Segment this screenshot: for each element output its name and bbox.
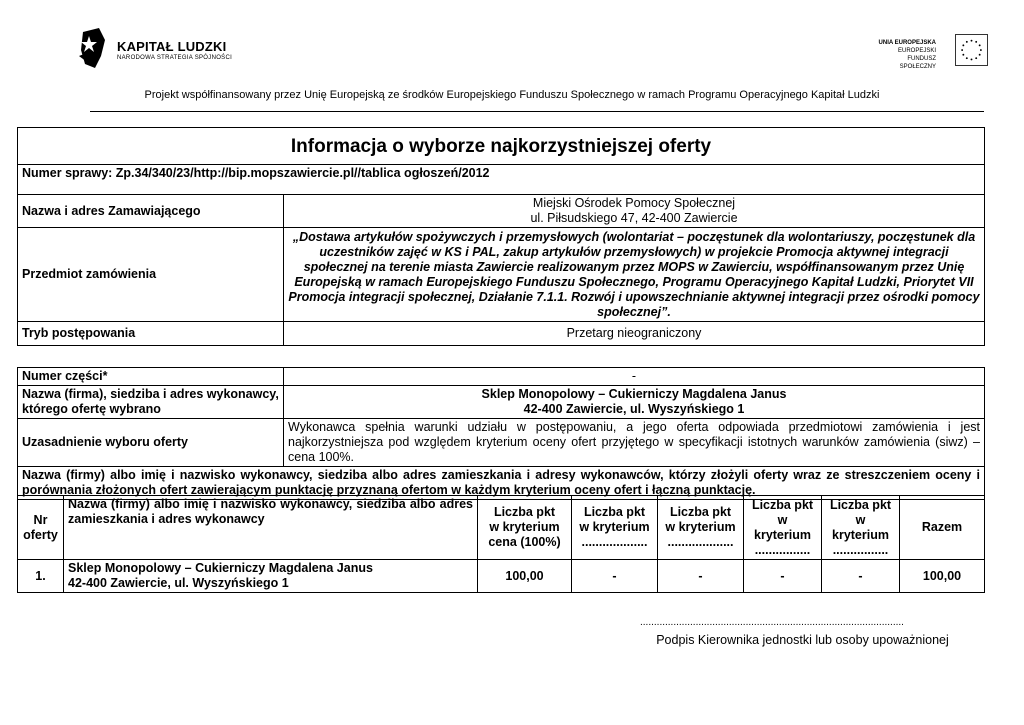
col-criterion-2-header — [572, 496, 658, 560]
c2-line2: w kryterium — [579, 520, 650, 534]
c2-line1: Liczba pkt — [583, 505, 646, 519]
eu-line-1: UNIA EUROPEJSKA — [878, 40, 936, 46]
offer-c5: - — [822, 560, 900, 593]
client-label: Nazwa i adres Zamawiającego — [18, 195, 284, 228]
subject-label: Przedmiot zamówienia — [18, 228, 284, 322]
winner-name: Sklep Monopolowy – Cukierniczy Magdalena Janus — [481, 387, 787, 401]
c5-line3: kryterium — [832, 527, 889, 542]
offers-header-row — [18, 496, 985, 560]
winner-value — [284, 386, 985, 419]
kapital-ludzki-star-icon — [75, 26, 109, 70]
c4-line2: w — [777, 512, 788, 527]
offer-address: 42-400 Zawiercie, ul. Wyszyńskiego 1 — [68, 576, 289, 590]
c1-line1: Liczba pkt — [493, 505, 556, 519]
col-criterion-4-header — [744, 496, 822, 560]
col-name-header: Nazwa (firmy) albo imię i nazwisko wykonawcy, siedziba albo adres zamieszkania i adres wykonawcy — [64, 496, 478, 560]
col-total-header: Razem — [900, 496, 985, 560]
client-name: Miejski Ośrodek Pomocy Społecznej — [532, 196, 736, 210]
offer-nr: 1. — [18, 560, 64, 593]
justification-text: Wykonawca spełnia warunki udziału w postępowaniu, a jego oferta odpowiada przedmiotowi zamówienia i jest najkorzystniejsza pod względem kryterium oceny ofert przyjętego w specyfikacji istotnych warunków zamówienia (siwz) – cena 100%. — [284, 419, 985, 467]
col-criterion-5-header — [822, 496, 900, 560]
offers-table — [17, 495, 985, 593]
c4-line4: ................ — [754, 542, 811, 557]
header-divider — [90, 111, 984, 112]
document-title: Informacja o wyborze najkorzystniejszej oferty — [18, 128, 985, 165]
c3-line2: w kryterium — [665, 520, 736, 534]
offer-total: 100,00 — [900, 560, 985, 593]
c3-line3: ................... — [667, 535, 734, 549]
kapital-ludzki-logo — [75, 26, 235, 74]
signature-line: ............................................................................................... — [640, 617, 904, 628]
eu-line-2: EUROPEJSKI — [897, 48, 936, 54]
eu-flag-icon — [955, 34, 988, 66]
offer-c2: - — [572, 560, 658, 593]
col-nr-header: Nr oferty — [18, 496, 64, 560]
part-label: Numer części* — [18, 368, 284, 386]
c5-line4: ................ — [832, 542, 889, 557]
eu-logo — [872, 34, 988, 68]
c2-line3: ................... — [581, 535, 648, 549]
c5-line2: w — [855, 512, 866, 527]
winner-address: 42-400 Zawiercie, ul. Wyszyńskiego 1 — [523, 402, 745, 416]
table-row — [18, 560, 985, 593]
info-table — [17, 127, 985, 346]
case-number: Numer sprawy: Zp.34/340/23/http://bip.mopszawiercie.pl//tablica ogłoszeń/2012 — [18, 165, 985, 195]
bidders-header: Nazwa (firmy) albo imię i nazwisko wykonawcy, siedziba albo adres zamieszkania i adresy wykonawców, którzy złożyli oferty wraz ze streszczeniem oceny i porównania złożonych ofert zawierającym punktację przyznaną ofertom w każdym kryterium oceny ofert i łączną punktację. — [18, 467, 985, 500]
mode-value: Przetarg nieograniczony — [284, 322, 985, 346]
offer-company: Sklep Monopolowy – Cukierniczy Magdalena Janus — [68, 561, 373, 575]
c4-line1: Liczba pkt — [751, 497, 814, 512]
part-value: - — [284, 368, 985, 386]
eu-line-3: FUNDUSZ SPOŁECZNY — [899, 56, 936, 70]
c1-line3: cena (100%) — [488, 535, 561, 549]
logo-title: KAPITAŁ LUDZKI — [117, 39, 227, 54]
offer-name — [64, 560, 478, 593]
signature-label: Podpis Kierownika jednostki lub osoby upoważnionej — [656, 633, 949, 647]
c1-line2: w kryterium — [489, 520, 560, 534]
mode-label: Tryb postępowania — [18, 322, 284, 346]
offer-c1: 100,00 — [478, 560, 572, 593]
eu-logo-text — [872, 39, 936, 71]
client-value — [284, 195, 985, 228]
col-criterion-3-header — [658, 496, 744, 560]
c4-line3: kryterium — [754, 527, 811, 542]
selection-table — [17, 367, 985, 500]
client-address: ul. Piłsudskiego 47, 42-400 Zawiercie — [530, 211, 738, 225]
c3-line1: Liczba pkt — [669, 505, 732, 519]
subject-text: „Dostawa artykułów spożywczych i przemysłowych (wolontariat – poczęstunek dla wolontariuszy, poczęstunek dla uczestników zajęć w KS i PAL, zakup artykułów przemysłowych) w projekcie Promocja aktywnej integracji społecznej na terenie miasta Zawiercie realizowanym przez MOPS w Zawierciu, współfinansowanym przez Unię Europejską w ramach Europejskiego Funduszu Społecznego, Programu Operacyjnego Kapitał Ludzki, Priorytet VII Promocja integracji społecznej, Działanie 7.1.1. Rozwój i upowszechnianie aktywnej integracji przez ośrodki pomocy społecznej”. — [284, 228, 985, 322]
justification-label: Uzasadnienie wyboru oferty — [18, 419, 284, 467]
logo-subtitle: NARODOWA STRATEGIA SPÓJNOŚCI — [117, 55, 233, 61]
project-funding-line: Projekt współfinansowany przez Unię Europejską ze środków Europejskiego Funduszu Społecznego w ramach Programu Operacyjnego Kapitał Ludzki — [144, 89, 880, 101]
winner-label: Nazwa (firma), siedziba i adres wykonawcy, którego ofertę wybrano — [18, 386, 284, 419]
c5-line1: Liczba pkt — [829, 497, 892, 512]
offer-c4: - — [744, 560, 822, 593]
col-criterion-price-header — [478, 496, 572, 560]
offer-c3: - — [658, 560, 744, 593]
